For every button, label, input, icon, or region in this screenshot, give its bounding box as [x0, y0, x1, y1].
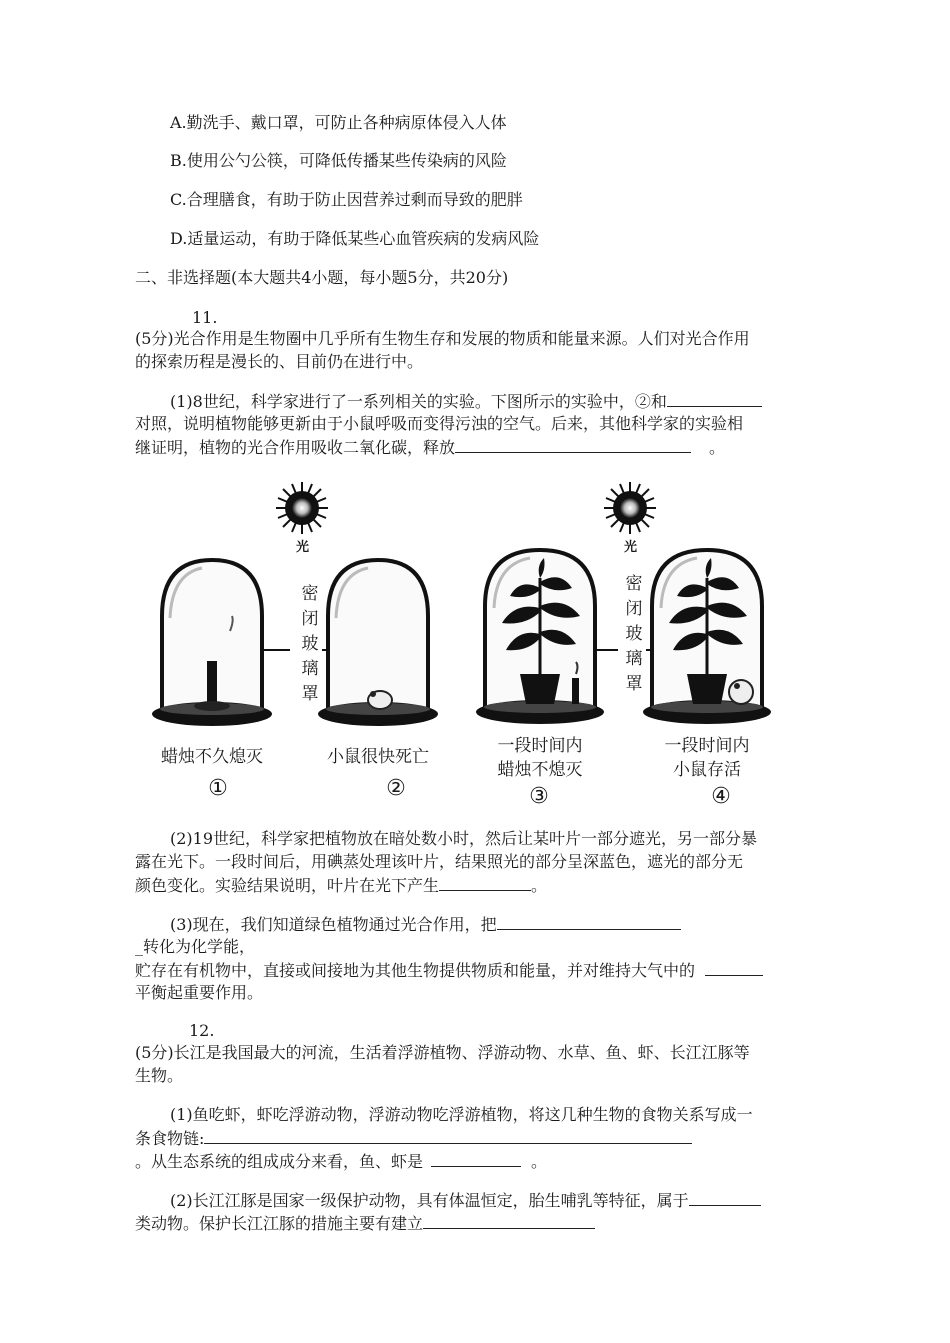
option-a: A.勤洗手、戴口罩，可防止各种病原体侵入人体 [170, 113, 507, 132]
q11-p2-text3: 颜色变化。实验结果说明，叶片在光下产生 [135, 876, 440, 895]
experiment-illustration [140, 478, 820, 738]
q11-p2-period: 。 [531, 876, 548, 895]
q11-p2-line1: (2)19世纪，科学家把植物放在暗处数小时，然后让某叶片一部分遮光，另一部分暴 [170, 829, 758, 848]
q11-blank-4[interactable] [497, 913, 681, 930]
sun-icon-left [276, 482, 328, 534]
q12-intro-line2: 生物。 [135, 1066, 184, 1085]
q11-p1-period: 。 [709, 438, 726, 457]
light-label-left: 光 [296, 540, 310, 555]
q12-blank-1[interactable] [204, 1127, 692, 1144]
q11-p3-line2: _转化为化学能， [135, 937, 256, 956]
q11-p1-line3 [135, 436, 725, 459]
q11-blank-2[interactable] [455, 436, 691, 453]
q11-p1-text: (1)8世纪，科学家进行了一系列相关的实验。下图所示的实验中，②和 [170, 392, 667, 411]
jar-3 [476, 550, 604, 724]
q11-p3-line1 [170, 913, 681, 936]
option-b: B.使用公勺公筷，可降低传播某些传染病的风险 [170, 151, 507, 170]
option-d: D.适量运动，有助于降低某些心血管疾病的发病风险 [170, 229, 540, 248]
glass-label-left: 密 闭 玻 璃 罩 [301, 584, 319, 704]
q11-blank-1[interactable] [667, 390, 762, 407]
q11-p3-line3 [135, 959, 763, 982]
q11-intro-line1: (5分)光合作用是生物圈中几乎所有生物生存和发展的物质和能量来源。人们对光合作用 [135, 329, 750, 348]
q12-p1-line3 [135, 1150, 547, 1173]
number-3: ③ [529, 784, 549, 809]
q12-p2-text2: 类动物。保护长江江豚的措施主要有建立 [135, 1214, 424, 1233]
q12-p2-line1 [170, 1189, 761, 1212]
caption-2: 小鼠很快死亡 [327, 747, 429, 767]
candle-icon [207, 661, 217, 705]
glass-label-right: 密 闭 玻 璃 罩 [625, 574, 643, 694]
q11-p2-line2: 露在光下。一段时间后，用碘蒸处理该叶片，结果照光的部分呈深蓝色，遮光的部分无 [135, 852, 744, 871]
q12-p2-text1: (2)长江江豚是国家一级保护动物，具有体温恒定，胎生哺乳等特征，属于 [170, 1191, 689, 1210]
number-1: ① [208, 776, 228, 801]
q11-p1-text3: 继证明，植物的光合作用吸收二氧化碳，释放 [135, 438, 456, 457]
q12-p1-text2: 条食物链: [135, 1129, 205, 1148]
q12-blank-2[interactable] [431, 1150, 521, 1167]
q12-p2-line2 [135, 1212, 595, 1235]
q12-blank-4[interactable] [423, 1212, 595, 1229]
q11-blank-5[interactable] [705, 959, 763, 976]
q12-p1-text3: 。从生态系统的组成成分来看，鱼、虾是 [135, 1152, 424, 1171]
q11-blank-3[interactable] [439, 874, 531, 891]
q11-intro-line2: 的探索历程是漫长的、目前仍在进行中。 [135, 352, 424, 371]
candle-icon-jar3 [572, 678, 579, 704]
q11-p1-line2: 对照，说明植物能够更新由于小鼠呼吸而变得污浊的空气。后来，其他科学家的实验相 [135, 414, 744, 433]
q11-p1-line1 [170, 390, 762, 413]
number-4: ④ [711, 784, 731, 809]
q11-number: 11. [192, 308, 218, 327]
section-title: 二、非选择题(本大题共4小题，每小题5分，共20分) [135, 268, 509, 287]
light-label-right: 光 [624, 540, 638, 555]
experiment-figure [140, 478, 820, 813]
jar-4 [643, 550, 771, 724]
q12-p1-period: 。 [531, 1152, 548, 1171]
sun-icon-right [604, 482, 656, 534]
caption-1: 蜡烛不久熄灭 [161, 747, 263, 767]
mouse-icon-jar4 [729, 680, 753, 704]
q11-p3-text3: 贮存在有机物中，直接或间接地为其他生物提供物质和能量，并对维持大气中的 [135, 961, 696, 980]
option-c: C.合理膳食，有助于防止因营养过剩而导致的肥胖 [170, 190, 523, 209]
q11-p3-line4: 平衡起重要作用。 [135, 983, 264, 1002]
q12-p1-line1: (1)鱼吃虾，虾吃浮游动物，浮游动物吃浮游植物，将这几种生物的食物关系写成一 [170, 1105, 753, 1124]
jar-1 [152, 560, 272, 726]
q11-p3-text1: (3)现在，我们知道绿色植物通过光合作用，把 [170, 915, 497, 934]
mouse-icon [368, 691, 392, 709]
jar-2 [318, 560, 438, 726]
q12-number: 12. [189, 1021, 215, 1040]
q12-blank-3[interactable] [689, 1189, 761, 1206]
caption-3: 一段时间内 蜡烛不熄灭 [497, 736, 583, 780]
q12-p1-line2 [135, 1127, 692, 1150]
q11-p2-line3 [135, 874, 547, 897]
number-2: ② [386, 776, 406, 801]
caption-4: 一段时间内 小鼠存活 [664, 736, 750, 780]
q12-intro-line1: (5分)长江是我国最大的河流，生活着浮游植物、浮游动物、水草、鱼、虾、长江江豚等 [135, 1043, 750, 1062]
